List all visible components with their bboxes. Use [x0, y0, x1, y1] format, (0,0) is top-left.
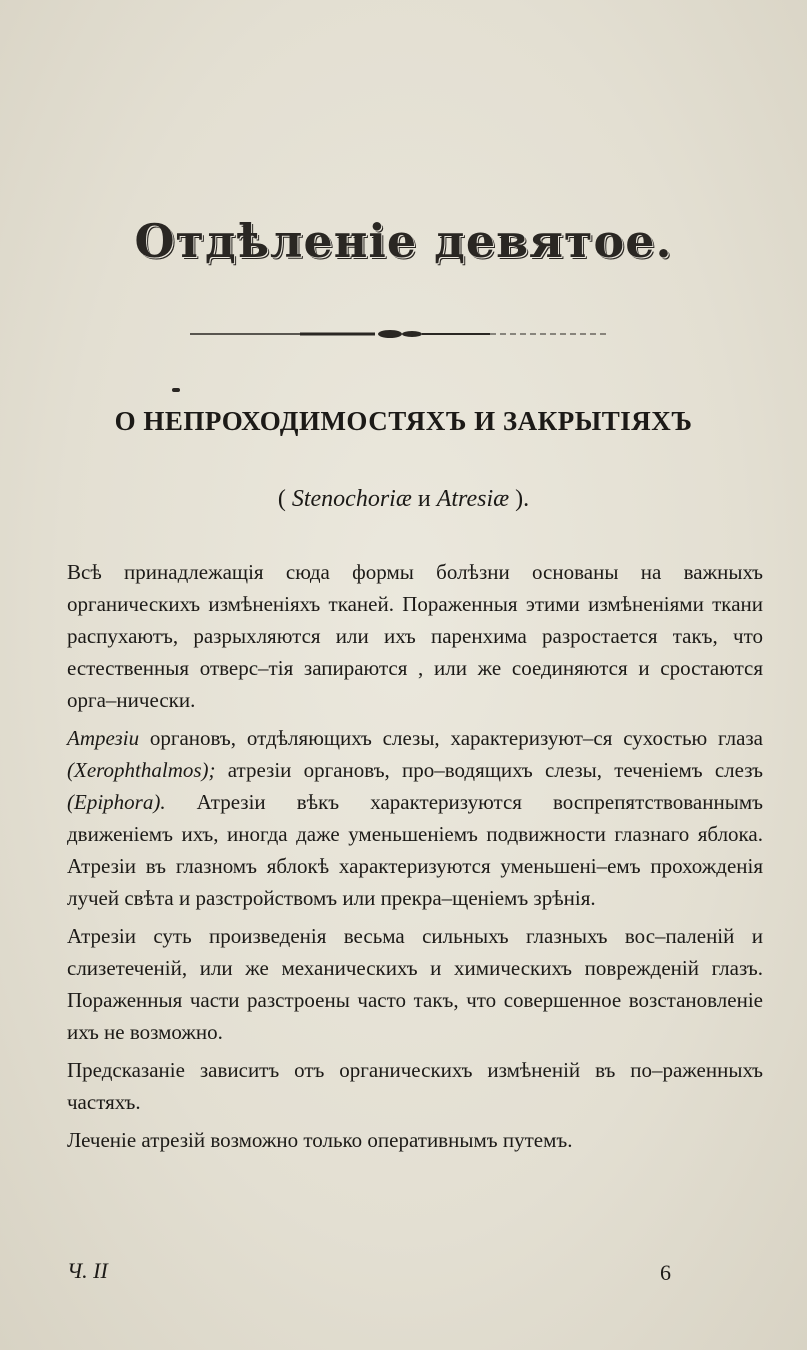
- term-xerophthalmos: (Xerophthalmos);: [67, 758, 216, 782]
- subheading-open: (: [277, 486, 292, 512]
- subheading-term-atresiae: Atresiæ: [436, 486, 510, 512]
- chapter-heading: О НЕПРОХОДИМОСТЯХЪ И ЗАКРЫТІЯХЪ: [114, 406, 693, 436]
- page-number: 6: [660, 1260, 671, 1285]
- body-text: [67, 556, 763, 1162]
- p2-part2: атрезіи органовъ, про–водящихъ слезы, теченіемъ слезъ: [215, 758, 763, 782]
- chapter-subheading: [0, 486, 807, 513]
- paragraph-causes: Атрезіи суть произведенія весьма сильныхъ глазныхъ вос–паленій и слизетеченій, или же механическихъ и химическихъ поврежденій глазъ. Пораженныя части разстроены часто такъ, что совершенное возстановленіе ихъ не возможно.: [67, 924, 763, 1044]
- paragraph-symptoms: [67, 722, 763, 914]
- term-epiphora: (Epiphora).: [67, 790, 166, 814]
- signature-mark: Ч. II: [67, 1258, 108, 1283]
- section-title: Отдѣленіе девятое.: [134, 214, 673, 268]
- subheading-close: ).: [509, 486, 530, 512]
- term-atresii: Атрезіи: [67, 726, 140, 750]
- p2-part3: Атрезіи вѣкъ характеризуются воспрепятствованнымъ движеніемъ ихъ, иногда даже уменьшеніемъ подвижности глазнаго яблока. Атрезіи въ глазномъ яблокѣ характеризуются уменьшені–емъ прохожденія лучей свѣта и разстройствомъ или прекра–щеніемъ зрѣнія.: [67, 790, 763, 910]
- paragraph-treatment: Леченіе атрезій возможно только оперативнымъ путемъ.: [67, 1128, 573, 1152]
- subheading-term-stenochoriae: Stenochoriæ: [291, 486, 412, 512]
- subheading-conjunction: и: [411, 486, 437, 512]
- paragraph-prognosis: Предсказаніе зависитъ отъ органическихъ измѣненій въ по–раженныхъ частяхъ.: [67, 1058, 763, 1114]
- ornamental-divider: [190, 326, 610, 342]
- ink-mark: [172, 388, 180, 392]
- paragraph-forms: Всѣ принадлежащія сюда формы болѣзни основаны на важныхъ органическихъ измѣненіяхъ тканей. Пораженныя этими измѣненіями ткани распухаютъ, разрыхляются или ихъ паренхима разростается такъ, что естественныя отверс–тія запираются , или же соединяются и сростаются орга–нически.: [67, 560, 763, 712]
- p2-part1: органовъ, отдѣляющихъ слезы, характеризуют–ся сухостью глаза: [139, 726, 763, 750]
